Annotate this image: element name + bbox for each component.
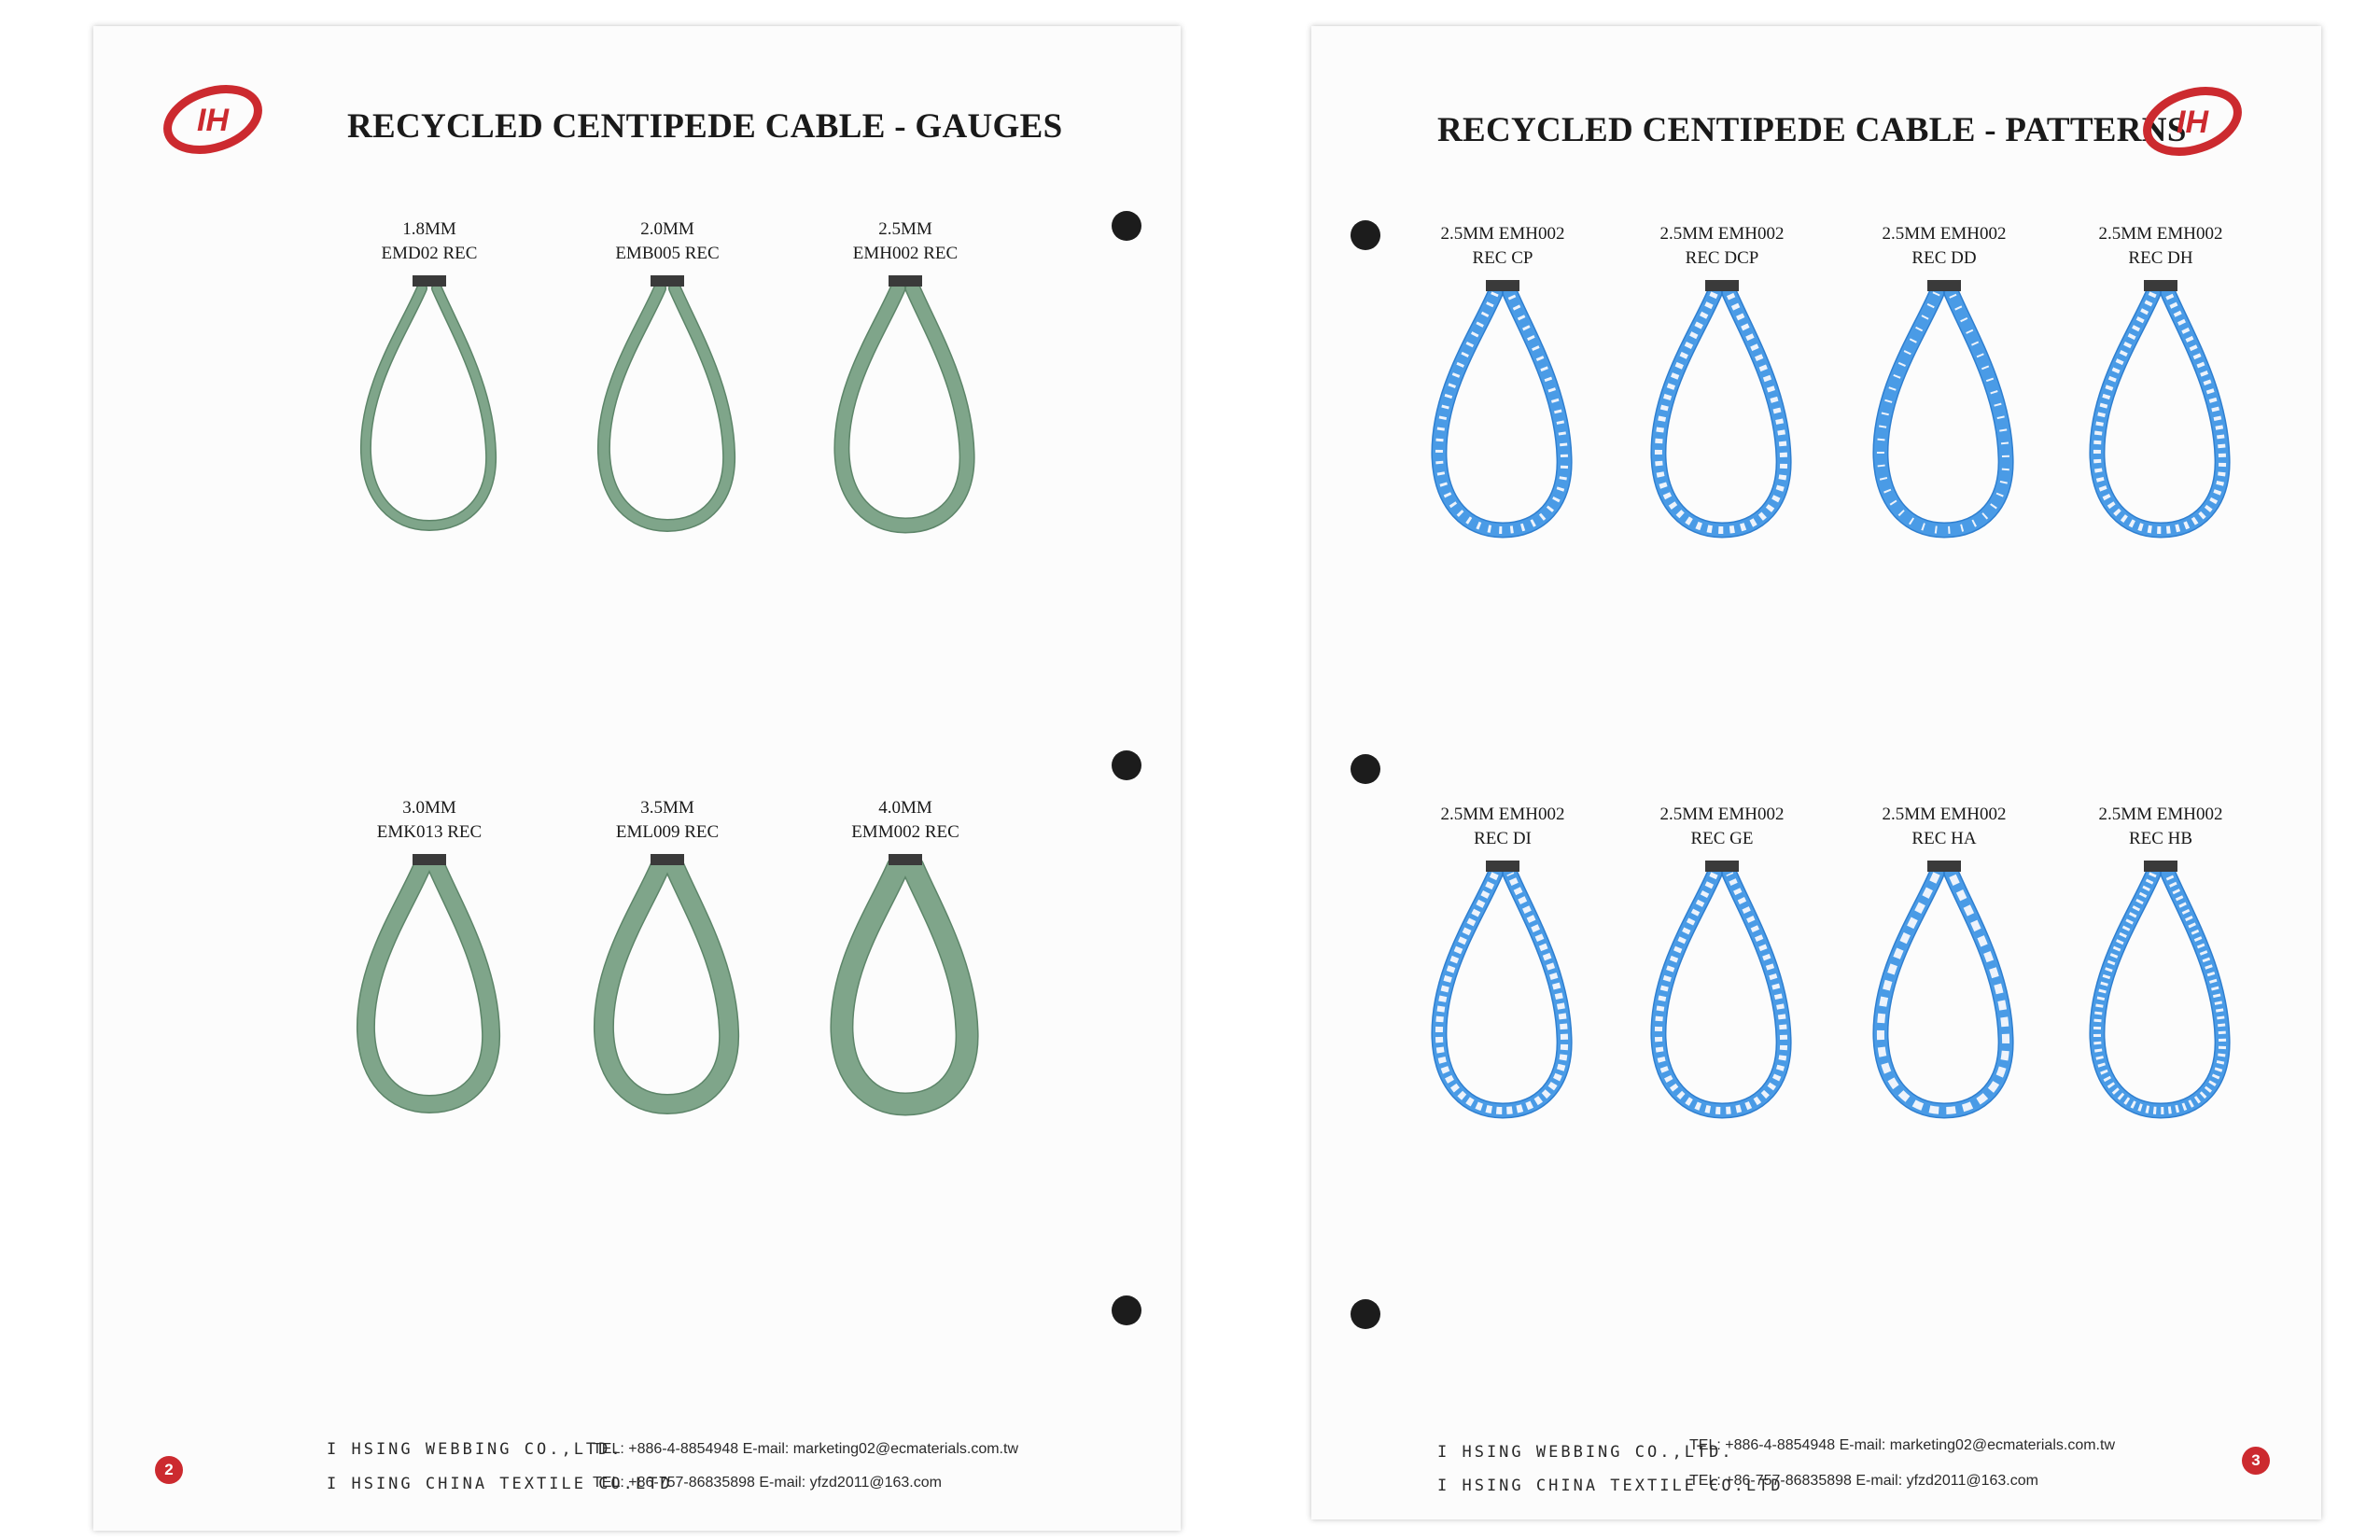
sample-gauge-label: 2.5MM EMH002 xyxy=(1659,224,1785,244)
binder-hole xyxy=(1351,754,1380,784)
cable-loop-image xyxy=(812,275,999,551)
binder-hole xyxy=(1351,220,1380,250)
sample-gauge-label: 2.5MM xyxy=(878,219,932,239)
cable-loop-image xyxy=(1409,280,1596,555)
cable-loop-image xyxy=(574,854,761,1129)
cable-loop-image xyxy=(574,275,761,551)
sample-gauge-label: 3.5MM xyxy=(640,798,694,818)
ih-logo-icon xyxy=(161,82,265,157)
cable-loop-image xyxy=(1851,280,2037,555)
company-name: I HSING CHINA TEXTILE CO.LTD xyxy=(327,1475,673,1493)
sample-code-label: EMK013 REC xyxy=(376,822,483,842)
sample-code-label: EMD02 REC xyxy=(381,244,478,263)
sample-gauge-label: 2.5MM EMH002 xyxy=(1882,805,2007,824)
catalog-page-gauges xyxy=(93,26,1181,1531)
sample-code-label: REC GE xyxy=(1690,829,1754,848)
cable-loop-image xyxy=(1629,861,1815,1136)
contact-info: TEL: +886-4-8854948 E-mail: marketing02@ecmaterials.com.tw xyxy=(1689,1437,2115,1453)
sample-gauge-label: 2.5MM EMH002 xyxy=(1882,224,2007,244)
cable-loop-image xyxy=(1409,861,1596,1136)
sample-code-label: REC DCP xyxy=(1685,248,1759,268)
sample-gauge-label: 2.5MM EMH002 xyxy=(2098,224,2223,244)
company-name: I HSING WEBBING CO.,LTD. xyxy=(1437,1443,1734,1462)
sample-code-label: REC DH xyxy=(2128,248,2193,268)
company-name: I HSING WEBBING CO.,LTD. xyxy=(327,1440,623,1459)
company-name: I HSING CHINA TEXTILE CO.LTD xyxy=(1437,1477,1784,1495)
sample-code-label: REC DD xyxy=(1911,248,1977,268)
sample-code-label: REC HA xyxy=(1911,829,1977,848)
sample-gauge-label: 2.5MM EMH002 xyxy=(1440,224,1565,244)
cable-loop-image xyxy=(2067,280,2254,555)
cable-loop-image xyxy=(812,854,999,1129)
cable-loop-image xyxy=(1851,861,2037,1136)
sample-gauge-label: 2.5MM EMH002 xyxy=(1659,805,1785,824)
sample-code-label: EMH002 REC xyxy=(852,244,959,263)
sample-code-label: EMM002 REC xyxy=(851,822,959,842)
catalog-page-patterns xyxy=(1311,26,2321,1519)
cable-loop-image xyxy=(336,854,523,1129)
sample-code-label: REC DI xyxy=(1474,829,1532,848)
sample-code-label: REC HB xyxy=(2128,829,2193,848)
sample-gauge-label: 1.8MM xyxy=(402,219,456,239)
binder-hole xyxy=(1112,211,1141,241)
sample-gauge-label: 2.0MM xyxy=(640,219,694,239)
page-title: RECYCLED CENTIPEDE CABLE - GAUGES xyxy=(347,107,1063,146)
sample-code-label: REC CP xyxy=(1472,248,1533,268)
sample-gauge-label: 4.0MM xyxy=(878,798,932,818)
contact-info: TEL: +886-4-8854948 E-mail: marketing02@ecmaterials.com.tw xyxy=(593,1441,1018,1457)
cable-loop-image xyxy=(1629,280,1815,555)
sample-code-label: EMB005 REC xyxy=(615,244,720,263)
sample-gauge-label: 2.5MM EMH002 xyxy=(1440,805,1565,824)
page-title: RECYCLED CENTIPEDE CABLE - PATTERNS xyxy=(1437,111,2187,149)
ih-logo-icon xyxy=(2140,84,2245,159)
sample-code-label: EML009 REC xyxy=(615,822,720,842)
sample-gauge-label: 3.0MM xyxy=(402,798,456,818)
cable-loop-image xyxy=(2067,861,2254,1136)
svg-text:IH: IH xyxy=(2177,105,2208,140)
contact-info: TEL: +86-757-86835898 E-mail: yfzd2011@163.com xyxy=(593,1475,942,1491)
binder-hole xyxy=(1351,1299,1380,1329)
page-number-badge: 3 xyxy=(2242,1447,2270,1475)
binder-hole xyxy=(1112,1295,1141,1325)
binder-hole xyxy=(1112,750,1141,780)
svg-text:IH: IH xyxy=(197,103,229,138)
cable-loop-image xyxy=(336,275,523,551)
page-number-badge: 2 xyxy=(155,1456,183,1484)
contact-info: TEL: +86-757-86835898 E-mail: yfzd2011@163.com xyxy=(1689,1473,2038,1489)
sample-gauge-label: 2.5MM EMH002 xyxy=(2098,805,2223,824)
